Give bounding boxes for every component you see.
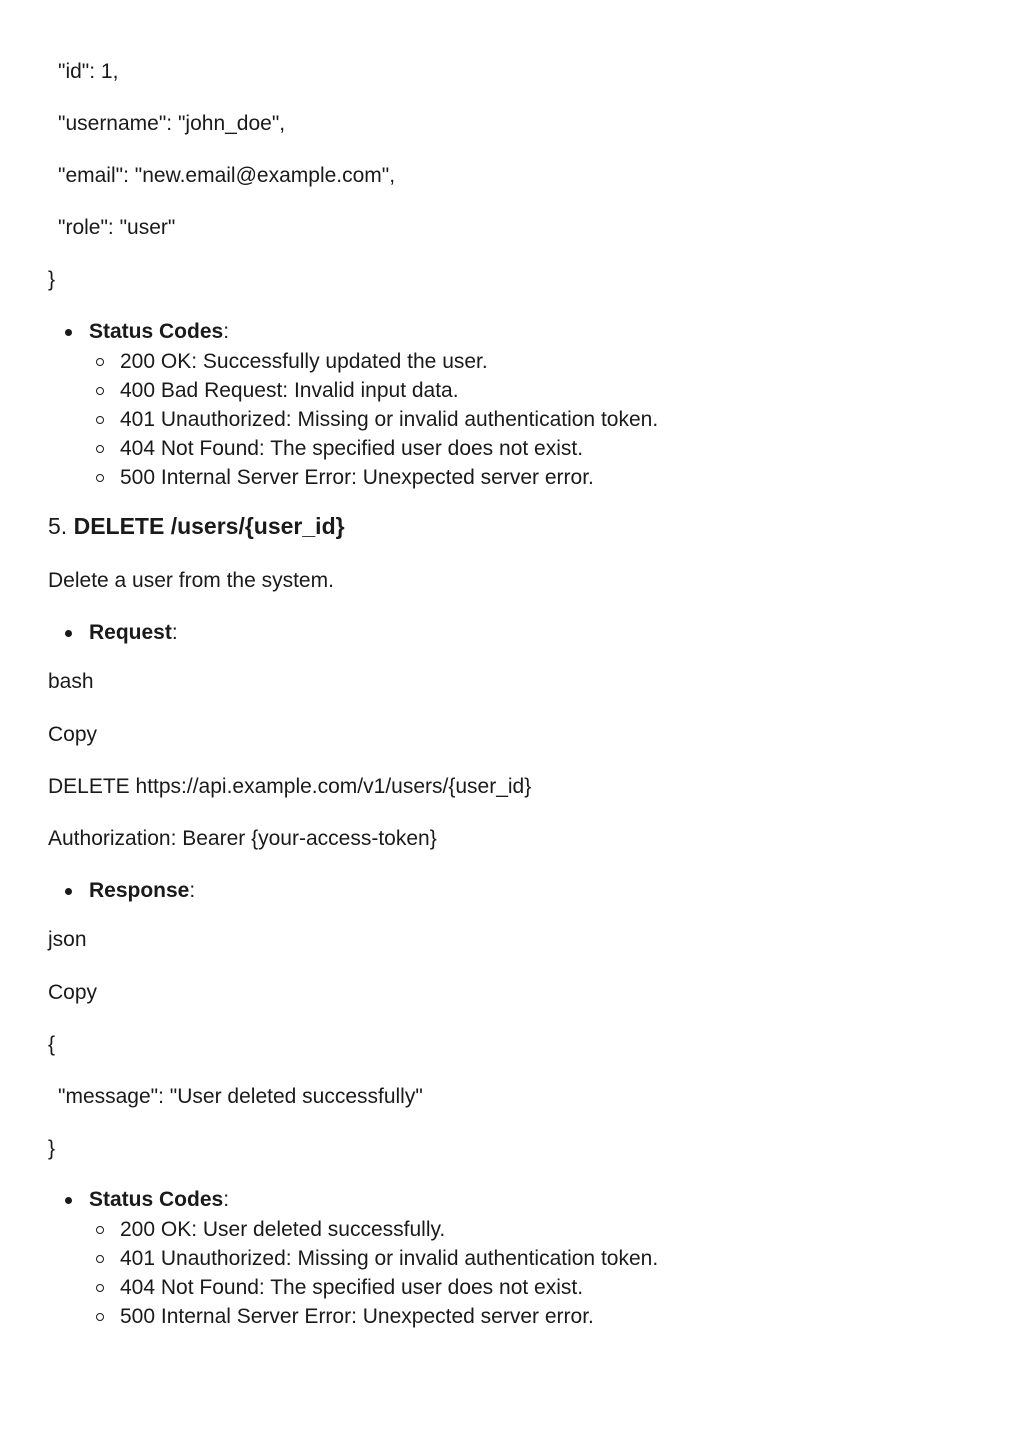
- json-close-brace: }: [48, 1137, 56, 1160]
- status-code-sublist: [89, 347, 658, 492]
- response-list: [48, 877, 195, 905]
- status-code-item: 401 Unauthorized: Missing or invalid authentication token.: [89, 405, 658, 434]
- section-heading: [48, 511, 345, 542]
- update-status-list: [48, 318, 658, 492]
- response-language-label: json: [48, 928, 87, 951]
- list-item: [48, 619, 178, 647]
- json-close-brace: }: [48, 268, 56, 291]
- copy-button[interactable]: Copy: [48, 723, 98, 746]
- label-colon: :: [189, 879, 196, 902]
- status-code-item: 404 Not Found: The specified user does not exist.: [89, 434, 658, 463]
- json-line-role: "role": "user": [58, 216, 176, 239]
- status-code-item: 404 Not Found: The specified user does not exist.: [89, 1273, 658, 1302]
- list-item: [48, 1186, 658, 1331]
- status-code-item: 500 Internal Server Error: Unexpected server error.: [89, 463, 658, 492]
- json-line-message: "message": "User deleted successfully": [58, 1085, 423, 1108]
- json-line-id: "id": 1,: [58, 60, 119, 83]
- status-codes-label: Status Codes: [89, 320, 224, 343]
- json-line-email: "email": "new.email@example.com",: [58, 164, 396, 187]
- label-colon: :: [223, 320, 230, 343]
- request-list: [48, 619, 178, 647]
- status-code-item: 400 Bad Request: Invalid input data.: [89, 376, 658, 405]
- request-line-auth: Authorization: Bearer {your-access-token}: [48, 827, 437, 850]
- status-code-item: 500 Internal Server Error: Unexpected server error.: [89, 1302, 658, 1331]
- json-line-username: "username": "john_doe",: [58, 112, 286, 135]
- copy-button[interactable]: Copy: [48, 981, 98, 1004]
- section-title: DELETE /users/{user_id}: [73, 513, 345, 539]
- response-label: Response: [89, 879, 190, 902]
- list-item: [48, 877, 195, 905]
- section-number: 5.: [48, 513, 68, 539]
- request-language-label: bash: [48, 670, 94, 693]
- status-code-item: 401 Unauthorized: Missing or invalid authentication token.: [89, 1244, 658, 1273]
- label-colon: :: [171, 621, 178, 644]
- request-line-url: DELETE https://api.example.com/v1/users/{user_id}: [48, 775, 532, 798]
- delete-status-list: [48, 1186, 658, 1331]
- status-codes-label: Status Codes: [89, 1188, 224, 1211]
- json-open-brace: {: [48, 1033, 56, 1056]
- request-label: Request: [89, 621, 172, 644]
- status-code-sublist: [89, 1215, 658, 1331]
- section-description: Delete a user from the system.: [48, 569, 334, 592]
- list-item: [48, 318, 658, 492]
- label-colon: :: [223, 1188, 230, 1211]
- status-code-item: 200 OK: User deleted successfully.: [89, 1215, 658, 1244]
- status-code-item: 200 OK: Successfully updated the user.: [89, 347, 658, 376]
